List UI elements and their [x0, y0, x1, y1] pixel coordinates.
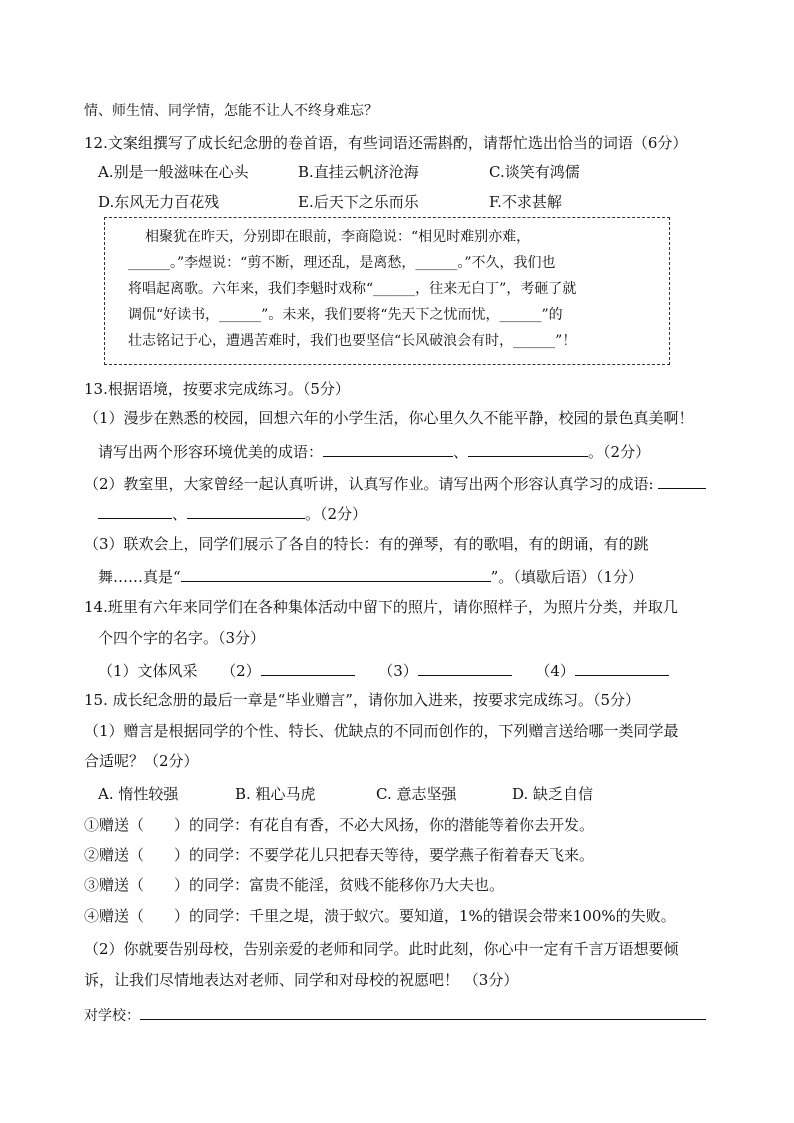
answer-blank[interactable] — [575, 659, 669, 676]
q15-choice-b: B. 粗心马虎 — [235, 785, 316, 803]
answer-blank[interactable] — [98, 502, 172, 519]
q13-p2-prompt: （2）教室里，大家曾经一起认真听讲，认真写作业。请写出两个形容认真学习的成语: — [84, 475, 654, 493]
answer-blank[interactable] — [468, 440, 588, 457]
q12-option-f: F.不求甚解 — [489, 193, 562, 211]
q12-stem: 12.文案组撰写了成长纪念册的卷首语，有些词语还需斟酌，请帮忙选出恰当的词语（6分） — [84, 134, 688, 152]
q12-passage-line: 相聚犹在昨天，分别即在眼前，李商隐说：“相见时难别亦难， — [145, 229, 531, 245]
q13-p3-line1: （3）联欢会上，同学们展示了各自的特长：有的弹琴，有的歌唱，有的朗诵，有的跳 — [84, 535, 649, 553]
q15-p1-line1: （1）赠言是根据同学的个性、特长、优缺点的不同而创作的，下列赠言送给哪一类同学最 — [84, 722, 679, 740]
q14-stem-line1: 14.班里有六年来同学们在各种集体活动中留下的照片，请你照样子，为照片分类，并取几 — [84, 598, 678, 616]
q15-p1-line2: 合适呢？（2分） — [84, 752, 199, 770]
q12-option-b: B.直挂云帆济沧海 — [298, 163, 419, 181]
answer-blank[interactable] — [140, 1003, 706, 1020]
answer-blank[interactable] — [181, 565, 491, 582]
answer-blank[interactable] — [261, 659, 355, 676]
q13-p1-prompt: 请写出两个形容环境优美的成语： — [98, 443, 324, 461]
q13-p1-line2 — [98, 440, 650, 462]
q12-passage-line: 将唱起离歌。六年来，我们李魁时戏称“______，往来无白丁”，考砸了就 — [128, 281, 577, 297]
q13-p2-end: 。（2分） — [305, 505, 368, 523]
q12-passage-line: 壮志铭记于心，遭遇苦难时，我们也要坚信“长风破浪会有时，______”！ — [128, 333, 577, 349]
q13-p2-line1 — [84, 472, 706, 494]
q15-choice-a: A. 惰性较强 — [98, 785, 179, 803]
q12-option-c: C.谈笑有鸿儒 — [489, 163, 580, 181]
q12-option-d: D.东风无力百花残 — [98, 193, 220, 211]
q15-stem: 15. 成长纪念册的最后一章是“毕业赠言”，请你加入进来，按要求完成练习。（5分） — [84, 691, 641, 709]
answer-blank[interactable] — [418, 659, 512, 676]
q15-item-1: ①赠送（ ）的同学：有花自有香，不必大风扬，你的潜能等着你去开发。 — [84, 816, 595, 834]
q12-passage-line: ______。”李煜说：“剪不断，理还乱，是离愁，______。”不久，我们也 — [128, 255, 556, 271]
answer-blank[interactable] — [658, 472, 706, 489]
q14-label-2: （2） — [221, 662, 261, 680]
separator: 、 — [172, 505, 188, 523]
q13-p3-end: ”。（填歇后语）（1分） — [490, 568, 643, 586]
q15-item-2: ②赠送（ ）的同学：不要学花儿只把春天等待，要学燕子衔着春天飞来。 — [84, 846, 595, 864]
q15-choice-c: C. 意志坚强 — [376, 785, 457, 803]
q15-p2-line1: （2）你就要告别母校，告别亲爱的老师和同学。此时此刻，你心中一定有千言万语想要倾 — [84, 940, 679, 958]
q13-p2-line2 — [98, 502, 367, 524]
q13-p1-line1: （1）漫步在熟悉的校园，回想六年的小学生活，你心里久久不能平静，校园的景色真美啊！ — [84, 409, 694, 427]
q12-option-a: A.别是一般滋味在心头 — [98, 163, 249, 181]
q15-item-3: ③赠送（ ）的同学：富贵不能淫，贫贱不能移你乃大夫也。 — [84, 876, 505, 894]
q13-p1-end: 。（2分） — [588, 443, 651, 461]
q15-to-school — [84, 1003, 706, 1026]
q15-choice-d: D. 缺乏自信 — [512, 785, 594, 803]
q13-stem: 13.根据语境，按要求完成练习。（5分） — [84, 380, 350, 398]
q14-stem-line2: 个四个字的名字。（3分） — [98, 629, 266, 647]
q13-p3-prompt: 舞……真是“ — [98, 568, 181, 586]
q15-item-4: ④赠送（ ）的同学：千里之堤，溃于蚁穴。要知道，1%的错误会带来100%的失败。 — [84, 907, 676, 925]
q14-example: （1）文体风采 — [98, 662, 198, 680]
q14-label-3: （3） — [378, 662, 418, 680]
q12-passage-line: 调侃“好读书，______”。未来，我们要将“先天下之忧而忧，______”的 — [128, 307, 563, 323]
q15-p2-line2: 诉，让我们尽情地表达对老师、同学和对母校的祝愿吧！ （3分） — [84, 971, 519, 989]
q12-option-e: E.后天下之乐而乐 — [298, 193, 419, 211]
q15-to-school-label: 对学校： — [84, 1008, 140, 1024]
answer-blank[interactable] — [323, 440, 453, 457]
q13-p3-line2 — [98, 565, 643, 587]
separator: 、 — [453, 443, 469, 461]
intro-line: 情、师生情、同学情，怎能不让人不终身难忘？ — [84, 103, 378, 119]
answer-blank[interactable] — [187, 502, 305, 519]
q14-answers — [98, 659, 669, 681]
q14-label-4: （4） — [535, 662, 575, 680]
